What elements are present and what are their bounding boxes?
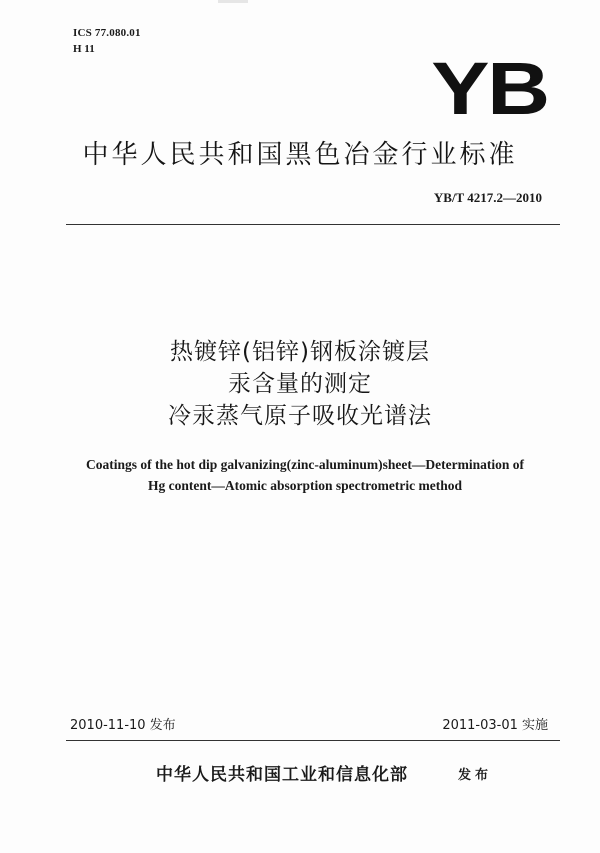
publish-label: 发布 — [458, 768, 493, 783]
publisher-name: 中华人民共和国工业和信息化部 — [156, 765, 408, 785]
title-cn-line-1: 热镀锌(铝锌)钢板涂镀层 — [170, 339, 430, 365]
bottom-divider — [66, 740, 560, 741]
title-en-line-2: Hg content—Atomic absorption spectrometric method — [148, 478, 462, 493]
standard-classification: 中华人民共和国黑色冶金行业标准 — [82, 140, 518, 170]
issue-date: 2010-11-10 发布 — [70, 718, 176, 733]
yb-logo: YB — [431, 47, 548, 130]
implementation-date: 2011-03-01 实施 — [442, 718, 548, 733]
ics-code: ICS 77.080.01 — [73, 27, 141, 39]
ccs-code: H 11 — [73, 43, 95, 55]
standard-number: YB/T 4217.2—2010 — [433, 190, 542, 205]
title-en-line-1: Coatings of the hot dip galvanizing(zinc-aluminum)sheet—Determination of — [86, 457, 524, 472]
title-cn-line-2: 汞含量的测定 — [228, 371, 372, 397]
top-divider — [66, 224, 560, 225]
title-cn-line-3: 冷汞蒸气原子吸收光谱法 — [168, 403, 432, 429]
scan-artifact — [218, 0, 248, 3]
